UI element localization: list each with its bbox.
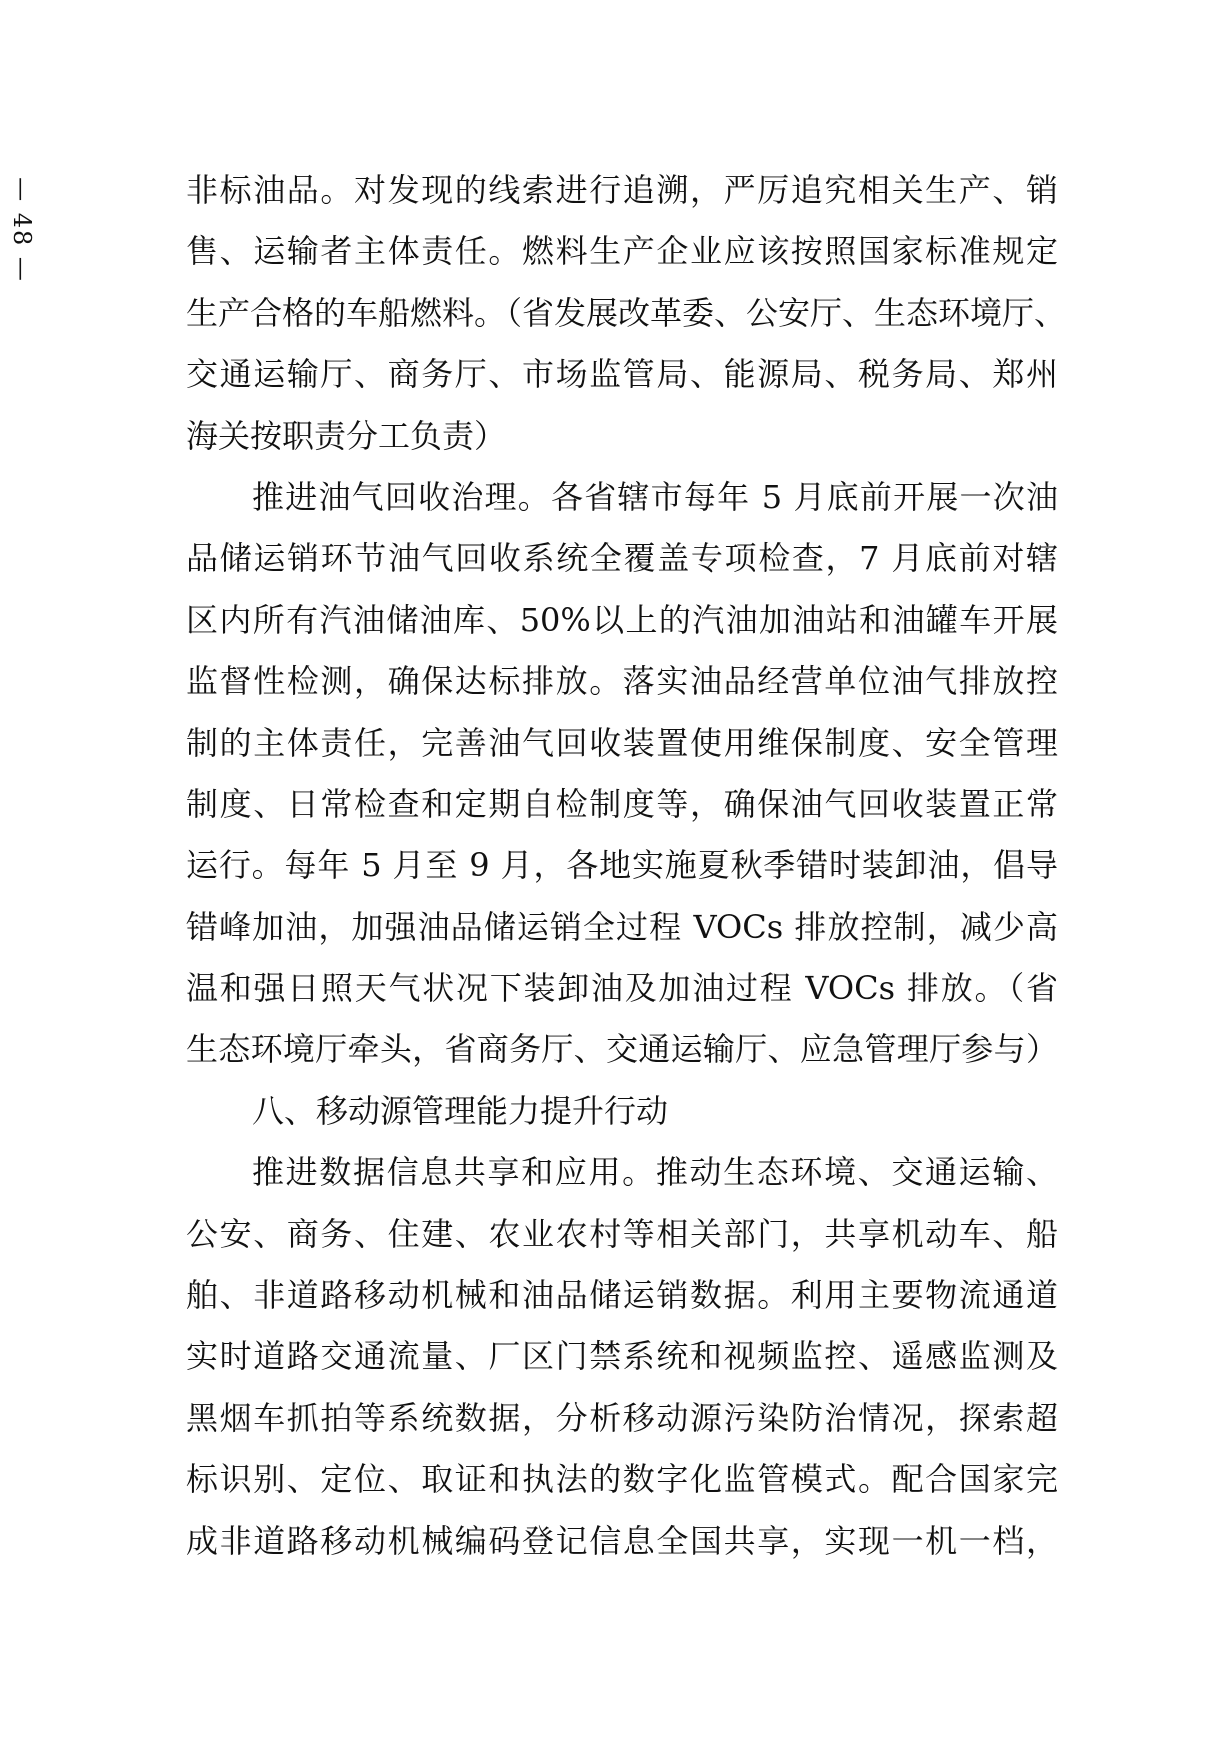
text-line: 监督性检测，确保达标排放。落实油品经营单位油气排放控 xyxy=(186,662,1058,701)
text-line: 售、运输者主体责任。燃料生产企业应该按照国家标准规定 xyxy=(186,232,1058,271)
text-line: 生产合格的车船燃料。（省发展改革委、公安厅、生态环境厅、 xyxy=(186,293,1067,332)
text-line: 制度、日常检查和定期自检制度等，确保油气回收装置正常 xyxy=(186,784,1058,823)
text-line: 非标油品。对发现的线索进行追溯，严厉追究相关生产、销 xyxy=(186,171,1058,209)
body-text xyxy=(186,160,1067,1572)
text-line: 温和强日照天气状况下装卸油及加油过程 VOCs 排放。（省 xyxy=(186,969,1058,1008)
text-line: 海关按职责分工负责） xyxy=(186,416,507,455)
text-line: 交通运输厅、商务厅、市场监管局、能源局、税务局、郑州 xyxy=(186,355,1058,394)
text-line: 区内所有汽油储油库、50%以上的汽油加油站和油罐车开展 xyxy=(186,600,1058,639)
paragraph-first-line: 推进油气回收治理。各省辖市每年 5 月底前开展一次油 xyxy=(252,477,1058,516)
text-line: 运行。每年 5 月至 9 月，各地实施夏秋季错时装卸油，倡导 xyxy=(186,846,1058,885)
text-line: 制的主体责任，完善油气回收装置使用维保制度、安全管理 xyxy=(186,723,1058,762)
paragraph-first-line: 推进数据信息共享和应用。推动生态环境、交通运输、 xyxy=(252,1153,1058,1192)
section-heading: 八、移动源管理能力提升行动 xyxy=(252,1091,669,1130)
text-line: 黑烟车抓拍等系统数据，分析移动源污染防治情况，探索超 xyxy=(186,1398,1058,1437)
text-line: 品储运销环节油气回收系统全覆盖专项检查，7 月底前对辖 xyxy=(186,539,1058,578)
text-line: 实时道路交通流量、厂区门禁系统和视频监控、遥感监测及 xyxy=(186,1337,1058,1376)
text-line: 标识别、定位、取证和执法的数字化监管模式。配合国家完 xyxy=(186,1460,1058,1499)
page-number: — 48 — xyxy=(8,177,36,283)
text-line: 舶、非道路移动机械和油品储运销数据。利用主要物流通道 xyxy=(186,1276,1058,1315)
text-line: 生态环境厅牵头，省商务厅、交通运输厅、应急管理厅参与） xyxy=(186,1030,1058,1069)
text-line: 成非道路移动机械编码登记信息全国共享，实现一机一档， xyxy=(186,1521,1058,1560)
text-line: 公安、商务、住建、农业农村等相关部门，共享机动车、船 xyxy=(186,1214,1058,1253)
text-line: 错峰加油，加强油品储运销全过程 VOCs 排放控制，减少高 xyxy=(186,907,1058,946)
